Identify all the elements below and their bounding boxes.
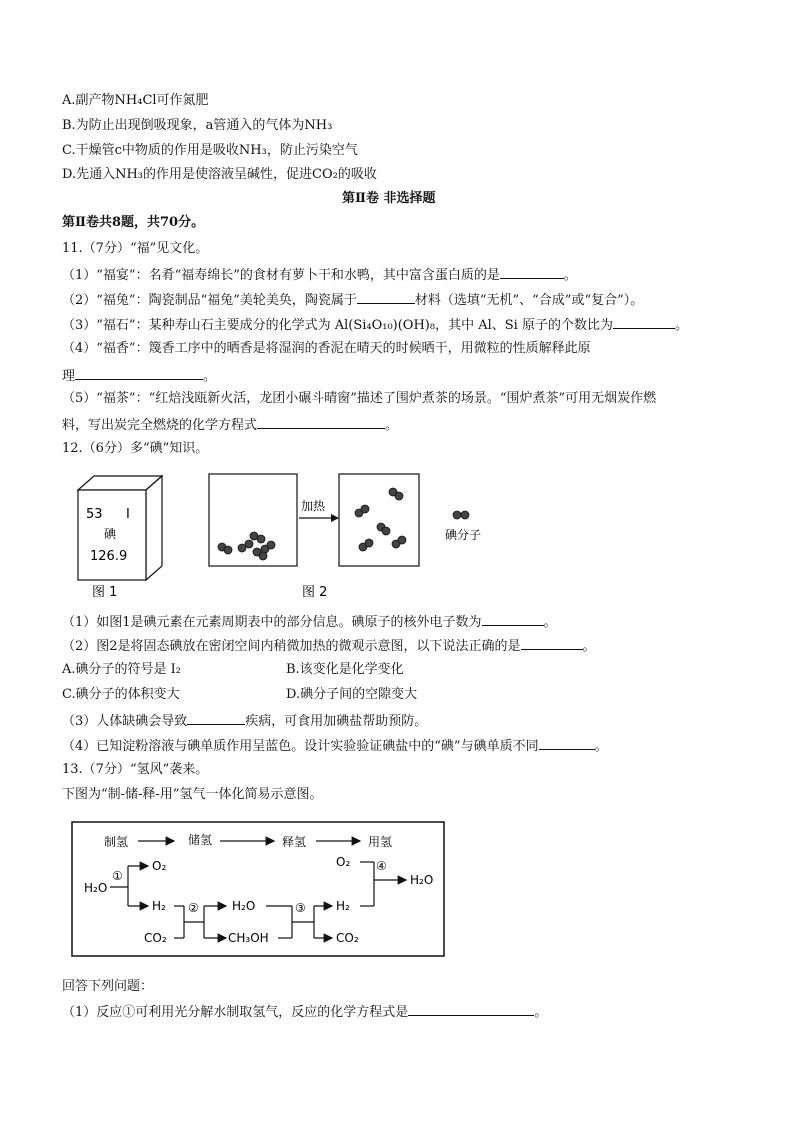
oxygen-input: O₂ [336,855,351,869]
figure-2-caption: 图 2 [302,585,328,600]
arrow-head [331,514,339,522]
answer-blank[interactable] [539,736,595,750]
answer-blank[interactable] [500,265,564,279]
q11-part-4-text-b: 理 [62,369,76,384]
section-note: 第Ⅱ卷共8题，共70分。 [62,215,205,230]
period: 。 [563,268,577,283]
carbon-dioxide-output: CO₂ [336,931,359,945]
element-name: 碘 [104,527,117,541]
section-title: 第Ⅱ卷 非选择题 [342,191,436,206]
q13-title: 13.（7分）“氢风”袭来。 [62,762,209,777]
q11-part-2-text-b: 材料（选填“无机”、“合成”或“复合”）。 [414,293,644,308]
period: 。 [674,318,688,333]
water-end: H₂O [410,873,434,887]
reaction-4-label: ④ [376,859,387,873]
figure-1-caption: 图 1 [92,585,118,600]
q11-title: 11.（7分）“福”见文化。 [62,241,209,256]
element-symbol: I [126,507,130,522]
hydrogen-released: H₂ [336,899,350,913]
answer-blank[interactable] [187,711,245,725]
atomic-number: 53 [86,507,103,522]
q12-part-1-text: （1）如图1是碘元素在元素周期表中的部分信息。碘原子的核外电子数为 [62,615,482,630]
q11-part-1 [62,265,577,285]
stage-make: 制氢 [104,835,129,849]
q10-option-c: C.干燥管c中物质的作用是吸收NH₃，防止污染空气 [62,143,358,158]
q12-option-a: A.碘分子的符号是 I₂ [62,662,181,677]
answer-blank[interactable] [521,636,583,650]
q10-option-b: B.为防止出现倒吸现象，a管通入的气体为NH₃ [62,118,333,133]
q12-part-4-text: （4）已知淀粉溶液与碘单质作用呈蓝色。设计实验验证碘盐中的“碘”与碘单质不同 [62,739,539,754]
q12-part-4 [62,736,608,756]
hydrogen-product: H₂ [152,899,166,913]
answer-blank[interactable] [257,415,385,429]
period: 。 [203,369,217,384]
stage-store: 储氢 [188,833,213,847]
period: 。 [534,1005,548,1020]
q12-part-3 [62,711,427,731]
q13-part-1-text: （1）反应①可利用光分解水制取氢气，反应的化学方程式是 [62,1005,409,1020]
reaction-2-label: ② [188,901,199,915]
q11-part-4-cont [62,366,216,386]
q12-part-2-text: （2）图2是将固态碘放在密闭空间内稍微加热的微观示意图，以下说法正确的是 [62,639,521,654]
q12-title: 12.（6分）多“碘”知识。 [62,441,209,456]
answer-blank[interactable] [482,612,544,626]
arrow-label-heat: 加热 [301,499,326,513]
reaction-3-label: ③ [295,901,306,915]
figure-1-iodine-cell [70,474,170,602]
q11-part-2 [62,290,643,310]
q12-option-d: D.碘分子间的空隙变大 [286,687,418,702]
period: 。 [385,418,399,433]
q11-part-5-cont [62,415,398,435]
q12-option-b: B.该变化是化学变化 [286,662,404,677]
q11-part-2-text: （2）“福兔”：陶瓷制品“福兔”美轮美奂，陶瓷属于 [62,293,357,308]
q11-part-5-text-b: 料，写出炭完全燃烧的化学方程式 [62,418,258,433]
q12-part-2 [62,636,596,656]
box-after [339,474,419,566]
q13-part-1 [62,1002,547,1022]
q11-part-5: （5）“福茶”：“红焙浅瓯新火活，龙团小碾斗晴窗”描述了围炉煮茶的场景。“围炉煮茶”可用无烟炭作燃 [62,391,657,406]
water-mid: H₂O [232,899,256,913]
q12-part-1 [62,612,557,632]
answer-blank[interactable] [408,1002,534,1016]
legend-label: 碘分子 [445,528,482,542]
figure-2-heating-diagram [205,470,505,600]
answer-blank[interactable] [613,315,675,329]
period: 。 [594,739,608,754]
box-side [146,476,162,580]
hydrogen-cycle-diagram [70,820,448,960]
q11-part-4: （4）“福香”：篾香工序中的晒香是将湿润的香泥在晴天的时候晒干，用微粒的性质解释此原 [62,341,591,356]
answer-blank[interactable] [357,290,415,304]
methanol: CH₃OH [228,931,269,945]
q12-part-3-text: （3）人体缺碘会导致 [62,714,188,729]
stage-release: 释氢 [282,835,307,849]
carbon-dioxide-input: CO₂ [144,931,167,945]
period: 。 [543,615,557,630]
q11-part-3 [62,315,688,335]
oxygen-product: O₂ [152,859,167,873]
q12-part-3-text-b: 疾病，可食用加碘盐帮助预防。 [245,714,428,729]
iodine-molecule-legend-icon [453,511,469,519]
q12-option-c: C.碘分子的体积变大 [62,687,180,702]
q13-answer-intro: 回答下列问题： [62,979,154,994]
water-start: H₂O [84,881,108,895]
q13-intro: 下图为“制-储-释-用”氢气一体化简易示意图。 [62,787,323,802]
q11-part-3-text: （3）“福石”：某种寿山石主要成分的化学式为 Al(Si₄O₁₀)(OH)₈，其中 Al、Si 原子的个数比为 [62,318,613,333]
reaction-1-label: ① [112,869,123,883]
q10-option-a: A.副产物NH₄Cl可作氮肥 [62,93,209,108]
stage-use: 用氢 [368,835,393,849]
q11-part-1-text: （1）“福宴”：名肴“福寿绵长”的食材有萝卜干和水鸭，其中富含蛋白质的是 [62,268,500,283]
q10-option-d: D.先通入NH₃的作用是使溶液呈碱性，促进CO₂的吸收 [62,167,377,182]
period: 。 [582,639,596,654]
answer-blank[interactable] [75,366,203,380]
atomic-mass: 126.9 [90,549,128,564]
